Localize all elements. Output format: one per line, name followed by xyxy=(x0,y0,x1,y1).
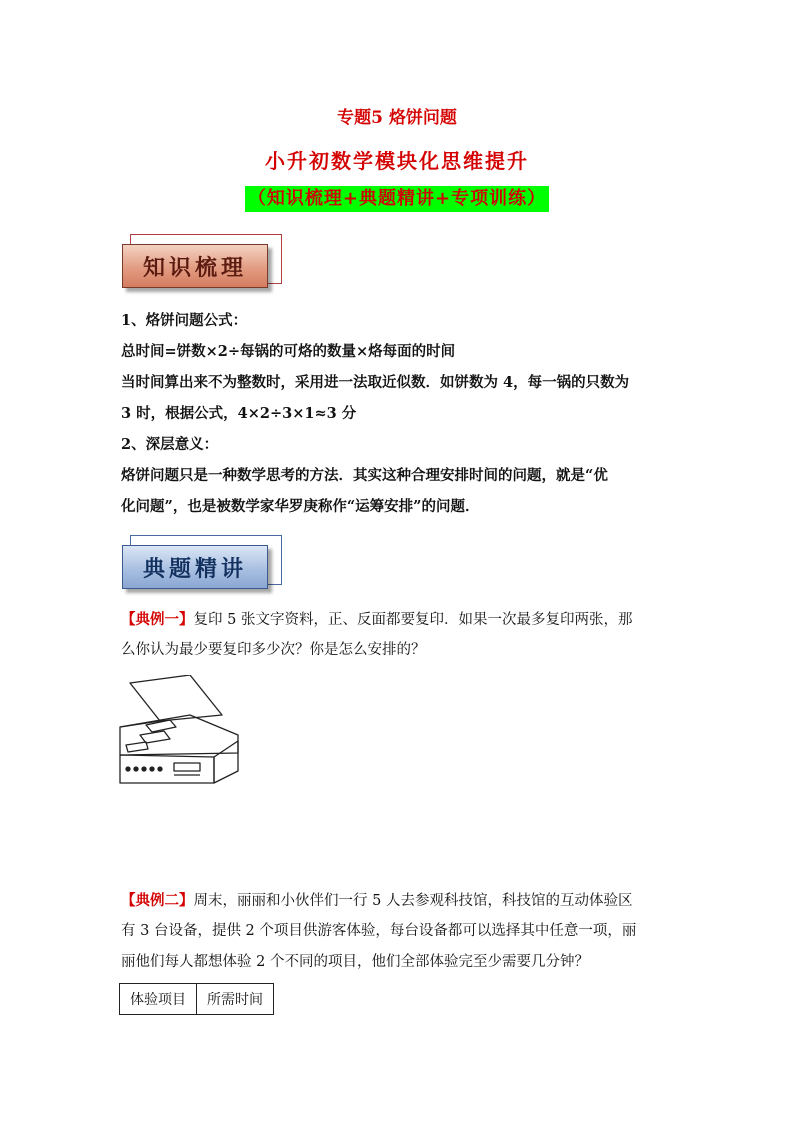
knowledge-note-line-2: 3 时，根据公式，4×2÷3×1≈3 分 xyxy=(121,405,357,422)
doc-title: 专题5 烙饼问题 xyxy=(337,108,457,128)
example-2-line-3: 丽他们每人都想体验 2 个不同的项目，他们全部体验完至少需要几分钟？ xyxy=(121,954,589,970)
table-header-cell: 所需时间 xyxy=(197,984,274,1015)
doc-subtitle: 小升初数学模块化思维提升 xyxy=(265,149,529,173)
knowledge-meaning-line-1: 烙饼问题只是一种数学思考的方法．其实这种合理安排时间的问题，就是“优 xyxy=(121,467,608,484)
examples-section-banner xyxy=(122,535,282,595)
examples-banner-label: 典题精讲 xyxy=(122,545,268,589)
copier-side xyxy=(214,741,238,783)
copier-top xyxy=(120,715,238,755)
example-2-text-1: 周末，丽丽和小伙伴们一行 5 人去参观科技馆，科技馆的互动体验区 xyxy=(193,893,633,909)
knowledge-heading-1: 1、烙饼问题公式： xyxy=(121,312,248,329)
example-2-label: 【典例二】 xyxy=(121,892,194,909)
example-2-line-2: 有 3 台设备，提供 2 个项目供游客体验，每台设备都可以选择其中任意一项，丽 xyxy=(121,923,637,939)
example-1-line-1 xyxy=(121,604,632,636)
knowledge-note-line-1: 当时间算出来不为整数时，采用进一法取近似数．如饼数为 4，每一锅的只数为 xyxy=(121,374,630,391)
photocopier-illustration xyxy=(118,675,242,787)
table-header-cell: 体验项目 xyxy=(120,984,197,1015)
knowledge-banner-label: 知识梳理 xyxy=(122,244,268,288)
knowledge-meaning-line-2: 化问题”，也是被数学家华罗庚称作“运筹安排”的问题． xyxy=(121,498,480,515)
knowledge-formula: 总时间=饼数×2÷每锅的可烙的数量×烙每面的时间 xyxy=(121,343,456,360)
knowledge-section-banner xyxy=(122,234,282,294)
knowledge-heading-2: 2、深层意义： xyxy=(121,436,219,453)
copier-lid xyxy=(130,675,222,721)
example-1-line-2: 么你认为最少要复印多少次？你是怎么安排的？ xyxy=(121,642,426,658)
experience-table xyxy=(119,983,274,1015)
example-1-label: 【典例一】 xyxy=(121,611,194,628)
table-row xyxy=(120,984,274,1015)
doc-tagline: （知识梳理+典题精讲+专项训练） xyxy=(245,186,549,212)
example-1-text-1: 复印 5 张文字资料，正、反面都要复印．如果一次最多复印两张，那 xyxy=(193,612,633,628)
example-2-line-1 xyxy=(121,885,632,917)
doc-tagline-row xyxy=(0,186,794,212)
